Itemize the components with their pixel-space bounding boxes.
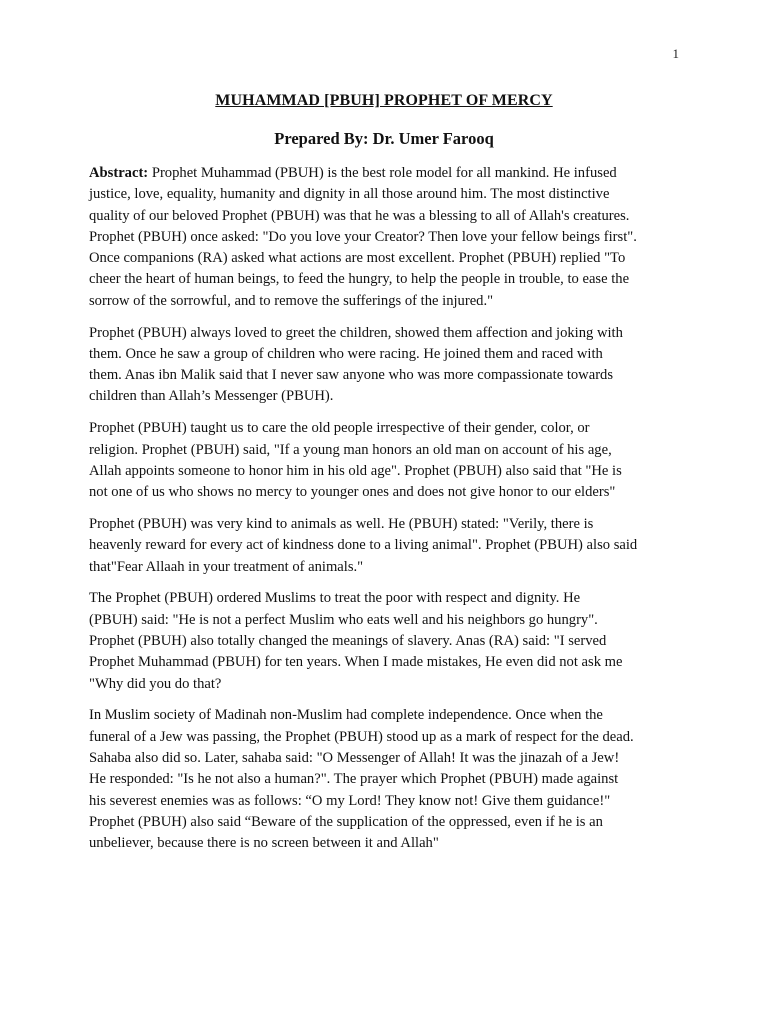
paragraph-line: (PBUH) said: "He is not a perfect Muslim who eats well and his neighbors go hungry". [89,611,598,628]
paragraph-line: Prophet (PBUH) was very kind to animals as well. He (PBUH) stated: "Verily, there is [89,515,594,532]
paragraph-line: Prophet (PBUH) also said “Beware of the supplication of the oppressed, even if he is an [89,813,603,830]
paragraph-line: them. Once he saw a group of children who were racing. He joined them and raced with [89,345,603,362]
paragraph-animals [89,514,679,578]
paragraph-line: unbeliever, because there is no screen between it and Allah" [89,835,439,852]
page-number: 1 [672,46,679,61]
paragraph-line: The Prophet (PBUH) ordered Muslims to treat the poor with respect and dignity. He [89,590,581,607]
abstract-label: Abstract: [89,165,149,181]
paragraph-line: In Muslim society of Madinah non-Muslim had complete independence. Once when the [89,707,603,724]
paragraph-non-muslims [89,705,679,854]
paragraph-line: cheer the heart of human beings, to feed the hungry, to help the people in trouble, to ease the [89,271,630,288]
paragraph-line: them. Anas ibn Malik said that I never saw anyone who was more compassionate towards [89,367,614,384]
paragraph-line: children than Allah’s Messenger (PBUH). [89,388,334,405]
paragraph-line: his severest enemies was as follows: “O my Lord! They know not! Give them guidance!" [89,792,611,809]
document-title: MUHAMMAD [PBUH] PROPHET OF MERCY [215,92,553,109]
paragraph-line: religion. Prophet (PBUH) said, "If a young man honors an old man on account of his age, [89,441,612,458]
paragraph-line [89,163,679,184]
paragraph-line: Prophet (PBUH) always loved to greet the children, showed them affection and joking with [89,324,623,341]
paragraph-elders [89,418,679,503]
author-byline: Prepared By: Dr. Umer Farooq [274,129,494,148]
line-text: Prophet Muhammad (PBUH) is the best role model for all mankind. He infused [151,165,617,181]
paragraph-line: heavenly reward for every act of kindness done to a living animal". Prophet (PBUH) also said [89,537,638,554]
paragraph-line: Prophet (PBUH) once asked: "Do you love your Creator? Then love your fellow beings first". [89,228,637,245]
paragraph-line: Allah appoints someone to honor him in his old age". Prophet (PBUH) also said that "He is [89,462,622,479]
paragraph-line: Prophet (PBUH) also totally changed the meanings of slavery. Anas (RA) said: "I served [89,632,607,649]
paragraph-line: Prophet Muhammad (PBUH) for ten years. When I made mistakes, He even did not ask me [89,654,623,671]
paragraph-line: that"Fear Allaah in your treatment of animals." [89,558,364,575]
paragraph-line: not one of us who shows no mercy to younger ones and does not give honor to our elders" [89,484,616,501]
paragraph-line: justice, love, equality, humanity and dignity in all those around him. The most distinctive [89,186,610,203]
paragraph-line: Once companions (RA) asked what actions are most excellent. Prophet (PBUH) replied "To [89,250,626,267]
paragraph-abstract [89,163,679,312]
paragraph-poor [89,588,679,694]
paragraph-line: funeral of a Jew was passing, the Prophet (PBUH) stood up as a mark of respect for the dead. [89,728,634,745]
paragraph-line: Sahaba also did so. Later, sahaba said: "O Messenger of Allah! It was the jinazah of a Jew! [89,749,620,766]
paragraph-line: quality of our beloved Prophet (PBUH) was that he was a blessing to all of Allah's creatures. [89,207,630,224]
paragraph-line: sorrow of the sorrowful, and to remove the sufferings of the injured." [89,292,494,309]
document-body [89,163,679,865]
paragraph-line: Prophet (PBUH) taught us to care the old people irrespective of their gender, color, or [89,420,590,437]
paragraph-line: "Why did you do that? [89,675,222,692]
paragraph-line: He responded: "Is he not also a human?". The prayer which Prophet (PBUH) made against [89,771,619,788]
paragraph-children [89,323,679,408]
